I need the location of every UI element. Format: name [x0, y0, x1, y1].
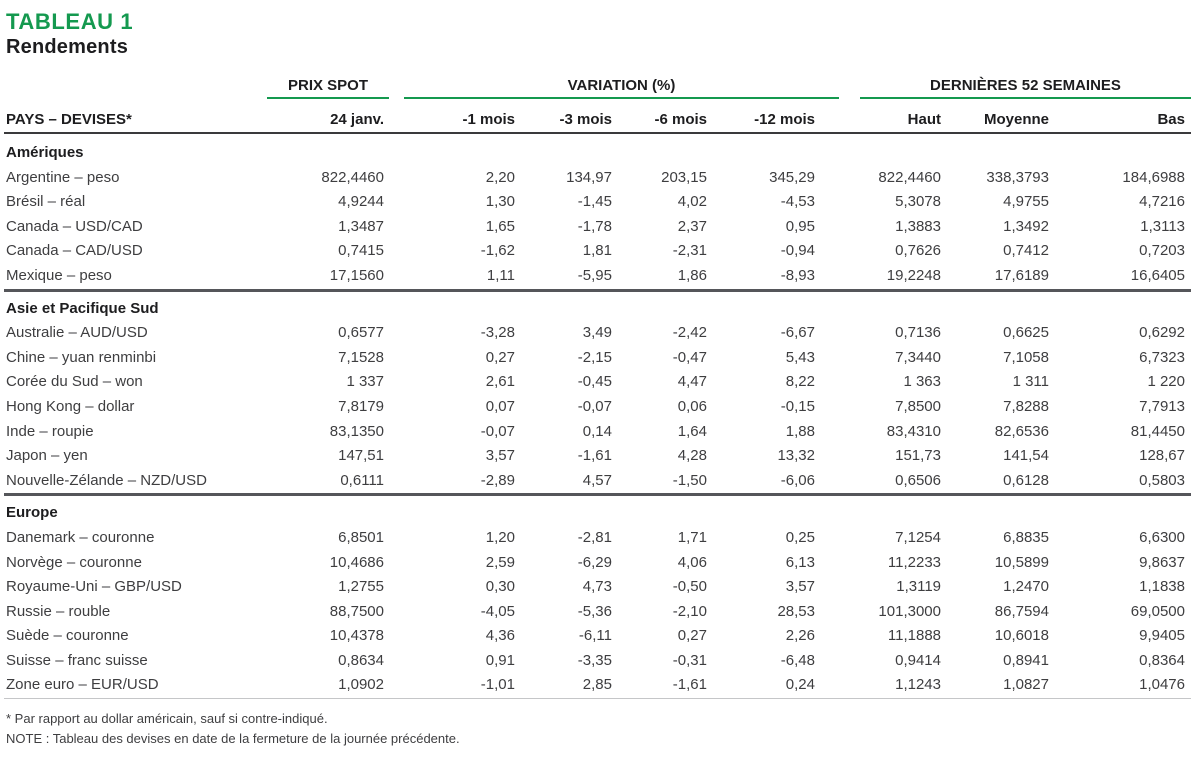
col-header-1-mois: -1 mois [390, 99, 521, 133]
cell-value: 203,15 [661, 168, 707, 186]
cell-value: 6,8501 [338, 528, 384, 546]
cell-value: -1,61 [618, 673, 713, 698]
table-row [4, 190, 1191, 215]
cell-value: -5,36 [577, 602, 612, 620]
cell-value: 28,53 [777, 602, 815, 620]
cell-value: 0,7136 [895, 324, 941, 342]
section-header: Asie et Pacifique Sud [4, 290, 1191, 321]
cell-value: 0,07 [485, 397, 515, 415]
row-label: Nouvelle-Zélande – NZD/USD [6, 471, 207, 489]
row-label: Canada – CAD/USD [6, 242, 143, 260]
footnotes [4, 709, 1191, 748]
cell-value: 7,1058 [1003, 348, 1049, 366]
table-row [4, 264, 1191, 290]
cell-value: 0,6111 [340, 471, 384, 489]
cell-value: 4,02 [677, 193, 707, 211]
cell-value: 0,25 [785, 528, 815, 546]
row-label: Hong Kong – dollar [6, 397, 135, 415]
cell-value: 1,3113 [1140, 217, 1185, 235]
table-row [4, 551, 1191, 576]
cell-value: 1,64 [677, 422, 707, 440]
cell-value: 10,4686 [329, 553, 384, 571]
cell-value: 2,37 [677, 217, 707, 235]
cell-value: 0,6292 [1139, 324, 1185, 342]
cell-value: 83,1350 [329, 422, 384, 440]
cell-value: 1,0902 [267, 673, 390, 698]
table-row [4, 239, 1191, 264]
cell-value: 4,06 [677, 553, 707, 571]
cell-value: -0,50 [672, 578, 707, 596]
cell-value: 4,7216 [1139, 193, 1185, 211]
table-body [4, 133, 1191, 699]
cell-value: 10,6018 [994, 627, 1049, 645]
cell-value: 4,9755 [1003, 193, 1049, 211]
cell-value: 0,8941 [1003, 651, 1049, 669]
cell-value: 81,4450 [1130, 422, 1185, 440]
cell-value: 338,3793 [986, 168, 1049, 186]
cell-value: -2,15 [577, 348, 612, 366]
cell-value: -2,42 [672, 324, 707, 342]
cell-value: 147,51 [338, 447, 384, 465]
row-label: Suède – couronne [6, 627, 129, 645]
row-label: Danemark – couronne [6, 528, 155, 546]
cell-value: 6,7323 [1139, 348, 1185, 366]
table-row [4, 575, 1191, 600]
cell-value: 8,22 [785, 373, 815, 391]
cell-value: -2,10 [672, 602, 707, 620]
cell-value: 7,3440 [895, 348, 941, 366]
cell-value: -0,94 [780, 242, 815, 260]
col-header-haut: Haut [821, 99, 947, 133]
cell-value: 2,26 [785, 627, 815, 645]
section-header: Amériques [6, 144, 84, 161]
col-header-spot-date: 24 janv. [267, 99, 390, 133]
row-label: Canada – USD/CAD [6, 217, 143, 235]
cell-value: 822,4460 [878, 168, 941, 186]
cell-value: 3,57 [485, 447, 515, 465]
cell-value: 5,43 [785, 348, 815, 366]
cell-value: 6,8835 [1003, 528, 1049, 546]
cell-value: 11,1888 [887, 627, 941, 645]
table-row [4, 395, 1191, 420]
cell-value: 2,61 [485, 373, 515, 391]
cell-value: -6,11 [578, 627, 612, 645]
cell-value: 4,47 [677, 373, 707, 391]
table-number-title: TABLEAU 1 [6, 9, 134, 34]
cell-value: 13,32 [777, 447, 815, 465]
cell-value: 11,2233 [887, 553, 941, 571]
cell-value: 101,3000 [878, 602, 941, 620]
cell-value: -1,45 [577, 193, 612, 211]
cell-value: -0,45 [577, 373, 612, 391]
col-group-prix-spot: PRIX SPOT [267, 77, 389, 99]
cell-value: 3,57 [785, 578, 815, 596]
cell-value: 5,3078 [895, 193, 941, 211]
cell-value: 7,8179 [338, 397, 384, 415]
cell-value: 2,59 [485, 553, 515, 571]
cell-value: 0,8634 [338, 651, 384, 669]
row-label: Inde – roupie [6, 422, 94, 440]
row-label: Mexique – peso [6, 266, 112, 284]
cell-value: 9,8637 [1139, 553, 1185, 571]
cell-value: 1,11 [486, 266, 515, 284]
cell-value: -1,78 [577, 217, 612, 235]
cell-value: 0,5803 [1139, 471, 1185, 489]
table-row [4, 166, 1191, 191]
table-row [4, 526, 1191, 551]
table-row [4, 673, 1191, 698]
cell-value: 0,27 [485, 348, 515, 366]
table-row [4, 624, 1191, 649]
table-row [4, 215, 1191, 240]
cell-value: -2,89 [480, 471, 515, 489]
table-row [4, 469, 1191, 495]
rendements-table-wrap [4, 77, 1191, 699]
table-row [4, 649, 1191, 674]
rendements-table [4, 77, 1191, 699]
cell-value: 7,1528 [338, 348, 384, 366]
column-header-row [4, 99, 1191, 133]
cell-value: 0,7415 [338, 242, 384, 260]
cell-value: 1,3883 [895, 217, 941, 235]
row-label: Japon – yen [6, 447, 88, 465]
cell-value: 69,0500 [1130, 602, 1185, 620]
table-row [4, 370, 1191, 395]
cell-value: 0,7203 [1139, 242, 1185, 260]
table-row [4, 346, 1191, 371]
cell-value: -0,07 [577, 397, 612, 415]
page-title: Rendements [6, 36, 129, 58]
cell-value: -1,01 [390, 673, 521, 698]
col-header-bas: Bas [1055, 99, 1191, 133]
section-header-row [4, 133, 1191, 166]
cell-value: 1,0827 [947, 673, 1055, 698]
cell-value: 1,20 [485, 528, 515, 546]
cell-value: 86,7594 [994, 602, 1049, 620]
cell-value: 134,97 [566, 168, 612, 186]
cell-value: -6,67 [780, 324, 815, 342]
row-label: Russie – rouble [6, 602, 111, 620]
cell-value: 0,14 [582, 422, 612, 440]
cell-value: -0,31 [672, 651, 707, 669]
cell-value: -4,05 [480, 602, 515, 620]
cell-value: 7,8500 [895, 397, 941, 415]
cell-value: -8,93 [780, 266, 815, 284]
row-label: Argentine – peso [6, 168, 120, 186]
cell-value: 0,06 [677, 397, 707, 415]
cell-value: 822,4460 [321, 168, 384, 186]
cell-value: -0,47 [672, 348, 707, 366]
cell-value: 0,95 [785, 217, 815, 235]
cell-value: 0,30 [485, 578, 515, 596]
cell-value: 82,6536 [994, 422, 1049, 440]
col-header-3-mois: -3 mois [521, 99, 618, 133]
col-header-pays-devises: PAYS – DEVISES* [4, 99, 267, 133]
cell-value: 1,86 [677, 266, 707, 284]
cell-value: -1,50 [672, 471, 707, 489]
cell-value: 0,7412 [1003, 242, 1049, 260]
cell-value: 128,67 [1139, 447, 1185, 465]
cell-value: 1 363 [903, 373, 941, 391]
cell-value: 0,91 [485, 651, 515, 669]
row-label: Suisse – franc suisse [6, 651, 148, 669]
col-header-moyenne: Moyenne [947, 99, 1055, 133]
cell-value: 1,3119 [896, 578, 941, 596]
cell-value: 1,3492 [1003, 217, 1049, 235]
cell-value: 83,4310 [886, 422, 941, 440]
cell-value: 0,24 [713, 673, 821, 698]
table-row [4, 600, 1191, 625]
cell-value: 0,6577 [338, 324, 384, 342]
cell-value: 151,73 [895, 447, 941, 465]
cell-value: 4,28 [677, 447, 707, 465]
cell-value: -3,28 [480, 324, 515, 342]
cell-value: -1,61 [577, 447, 612, 465]
cell-value: -4,53 [780, 193, 815, 211]
cell-value: -1,62 [480, 242, 515, 260]
section-header-row [4, 290, 1191, 321]
cell-value: 1,30 [485, 193, 515, 211]
cell-value: 3,49 [582, 324, 612, 342]
cell-value: 1,2755 [338, 578, 384, 596]
cell-value: 1,71 [677, 528, 707, 546]
cell-value: 141,54 [1003, 447, 1049, 465]
cell-value: 10,4378 [329, 627, 384, 645]
cell-value: 1 337 [346, 373, 384, 391]
row-label: Brésil – réal [6, 193, 86, 211]
cell-value: -6,48 [780, 651, 815, 669]
cell-value: 4,36 [485, 627, 515, 645]
cell-value: 0,9414 [895, 651, 941, 669]
cell-value: 7,8288 [1003, 397, 1049, 415]
cell-value: 1,65 [485, 217, 515, 235]
cell-value: 2,20 [485, 168, 515, 186]
section-header-row [4, 495, 1191, 526]
cell-value: 1,81 [582, 242, 612, 260]
cell-value: 1,3487 [338, 217, 384, 235]
cell-value: 88,7500 [329, 602, 384, 620]
row-label: Corée du Sud – won [6, 373, 143, 391]
cell-value: 6,6300 [1139, 528, 1185, 546]
cell-value: 0,8364 [1139, 651, 1185, 669]
row-label: Royaume-Uni – GBP/USD [6, 578, 182, 596]
section-header: Europe [4, 495, 1191, 526]
cell-value: -6,29 [577, 553, 612, 571]
footnote-asterisk: * Par rapport au dollar américain, sauf si contre-indiqué. [6, 711, 328, 727]
cell-value: 0,7626 [895, 242, 941, 260]
cell-value: 4,9244 [338, 193, 384, 211]
cell-value: 0,6625 [1003, 324, 1049, 342]
cell-value: 7,1254 [895, 528, 941, 546]
cell-value: -2,81 [577, 528, 612, 546]
cell-value: 1,1243 [821, 673, 947, 698]
cell-value: 1 220 [1147, 373, 1185, 391]
cell-value: 19,2248 [886, 266, 941, 284]
cell-value: 184,6988 [1122, 168, 1185, 186]
cell-value: -2,31 [672, 242, 707, 260]
cell-value: 17,6189 [994, 266, 1049, 284]
row-label: Australie – AUD/USD [6, 324, 148, 342]
col-group-variation: VARIATION (%) [404, 77, 839, 99]
table-row [4, 444, 1191, 469]
col-header-6-mois: -6 mois [618, 99, 713, 133]
footnote-note: NOTE : Tableau des devises en date de la fermeture de la journée précédente. [6, 730, 460, 746]
cell-value: -0,07 [480, 422, 515, 440]
cell-value: 16,6405 [1130, 266, 1185, 284]
cell-value: 17,1560 [329, 266, 384, 284]
cell-value: 345,29 [769, 168, 815, 186]
row-label: Chine – yuan renminbi [6, 348, 157, 366]
cell-value: -5,95 [577, 266, 612, 284]
cell-value: 9,9405 [1139, 627, 1185, 645]
cell-value: 10,5899 [994, 553, 1049, 571]
cell-value: 7,7913 [1139, 397, 1185, 415]
cell-value: 4,73 [582, 578, 612, 596]
cell-value: 1 311 [1012, 373, 1049, 391]
cell-value: 6,13 [785, 553, 815, 571]
cell-value: 0,27 [677, 627, 707, 645]
cell-value: 0,6128 [1003, 471, 1049, 489]
cell-value: 1,2470 [1003, 578, 1049, 596]
cell-value: 1,1838 [1139, 578, 1185, 596]
cell-value: 0,6506 [895, 471, 941, 489]
col-header-12-mois: -12 mois [713, 99, 821, 133]
cell-value: 1,88 [785, 422, 815, 440]
cell-value: 2,85 [521, 673, 618, 698]
row-label: Zone euro – EUR/USD [4, 673, 267, 698]
col-group-52-semaines: DERNIÈRES 52 SEMAINES [860, 77, 1191, 99]
cell-value: 4,57 [582, 471, 612, 489]
cell-value: 1,0476 [1055, 673, 1191, 698]
table-row [4, 420, 1191, 445]
cell-value: -0,15 [780, 397, 815, 415]
row-label: Norvège – couronne [6, 553, 142, 571]
table-row [4, 321, 1191, 346]
cell-value: -3,35 [577, 651, 612, 669]
cell-value: -6,06 [780, 471, 815, 489]
